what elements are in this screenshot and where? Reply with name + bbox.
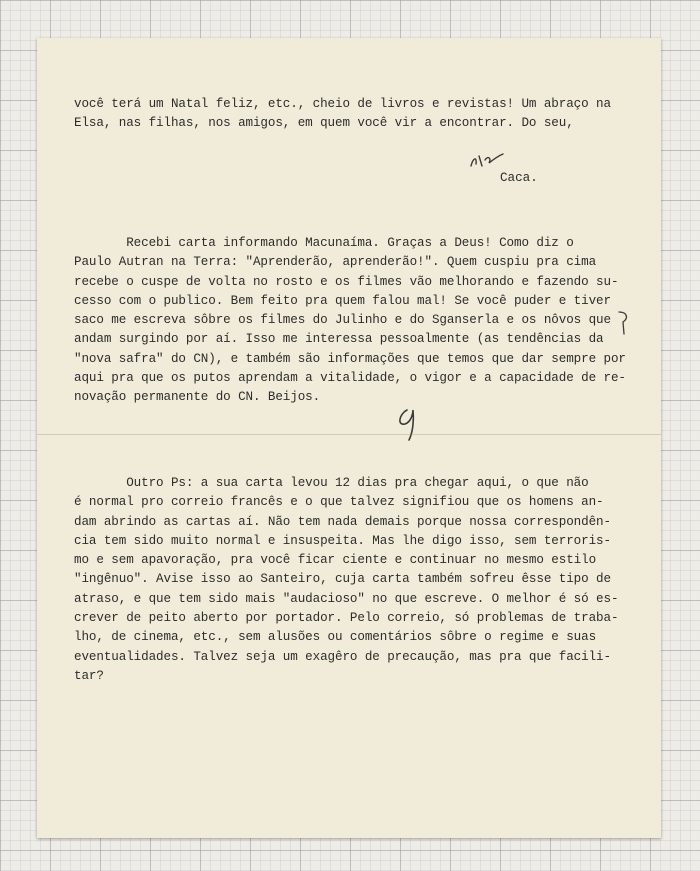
handwritten-signature-mark bbox=[467, 150, 507, 172]
text-line: Outro Ps: a sua carta levou 12 dias pra chegar aqui, o que não bbox=[74, 476, 589, 490]
text-line: lho, de cinema, etc., sem alusões ou comentários sôbre o regime e suas bbox=[74, 630, 597, 645]
closing-text bbox=[74, 95, 649, 134]
text-line: cesso com o publico. Bem feito pra quem falou mal! Se você puder e tiver bbox=[74, 293, 611, 308]
paragraph-2 bbox=[74, 474, 649, 686]
text-line: é normal pro correio francês e o que talvez signifiou que os homens an- bbox=[74, 495, 604, 510]
text-line: andam surgindo por aí. Isso me interessa pessoalmente (as tendências da bbox=[74, 332, 604, 347]
signature-name: Caca. bbox=[500, 171, 538, 185]
text-line: Elsa, nas filhas, nos amigos, em quem você vir a encontrar. Do seu, bbox=[74, 116, 574, 131]
text-line: Recebi carta informando Macunaíma. Graças a Deus! Como diz o bbox=[74, 236, 574, 250]
text-line: crever de peito aberto por portador. Pelo correio, só problemas de traba- bbox=[74, 611, 619, 626]
handwritten-initial-mark bbox=[393, 404, 427, 444]
text-line: "ingênuo". Avise isso ao Santeiro, cuja carta também sofreu êsse tipo de bbox=[74, 572, 611, 587]
text-line: dam abrindo as cartas aí. Não tem nada demais porque nossa correspondên- bbox=[74, 514, 611, 529]
text-line: saco me escreva sôbre os filmes do Julinho e do Sganserla e os nôvos que bbox=[74, 313, 611, 328]
handwritten-bracket-mark bbox=[613, 308, 635, 338]
text-line: você terá um Natal feliz, etc., cheio de livros e revistas! Um abraço na bbox=[74, 97, 611, 111]
text-line: novação permanente do CN. Beijos. bbox=[74, 390, 321, 405]
text-line: mo e sem apavoração, pra você ficar ciente e continuar no mesmo estilo bbox=[74, 553, 597, 568]
paragraph-1 bbox=[74, 234, 649, 408]
text-line: recebe o cuspe de volta no rosto e os filmes vão melhorando e fazendo su- bbox=[74, 274, 619, 289]
text-line: cia tem sido muito normal e insuspeita. Mas lhe digo isso, sem terroris- bbox=[74, 533, 611, 548]
text-line: eventualidades. Talvez seja um exagêro de precaução, mas pra que facili- bbox=[74, 649, 611, 664]
text-line: tar? bbox=[74, 668, 104, 683]
text-line: "nova safra" do CN), e também são informações que temos que dar sempre por bbox=[74, 351, 626, 366]
text-line: atraso, e que tem sido mais "audacioso" no que escreve. O melhor é só es- bbox=[74, 591, 619, 606]
letter-page bbox=[37, 38, 661, 838]
text-line: Paulo Autran na Terra: "Aprenderão, aprenderão!". Quem cuspiu pra cima bbox=[74, 255, 597, 270]
text-line: aqui pra que os putos aprendam a vitalidade, o vigor e a capacidade de re- bbox=[74, 371, 626, 386]
